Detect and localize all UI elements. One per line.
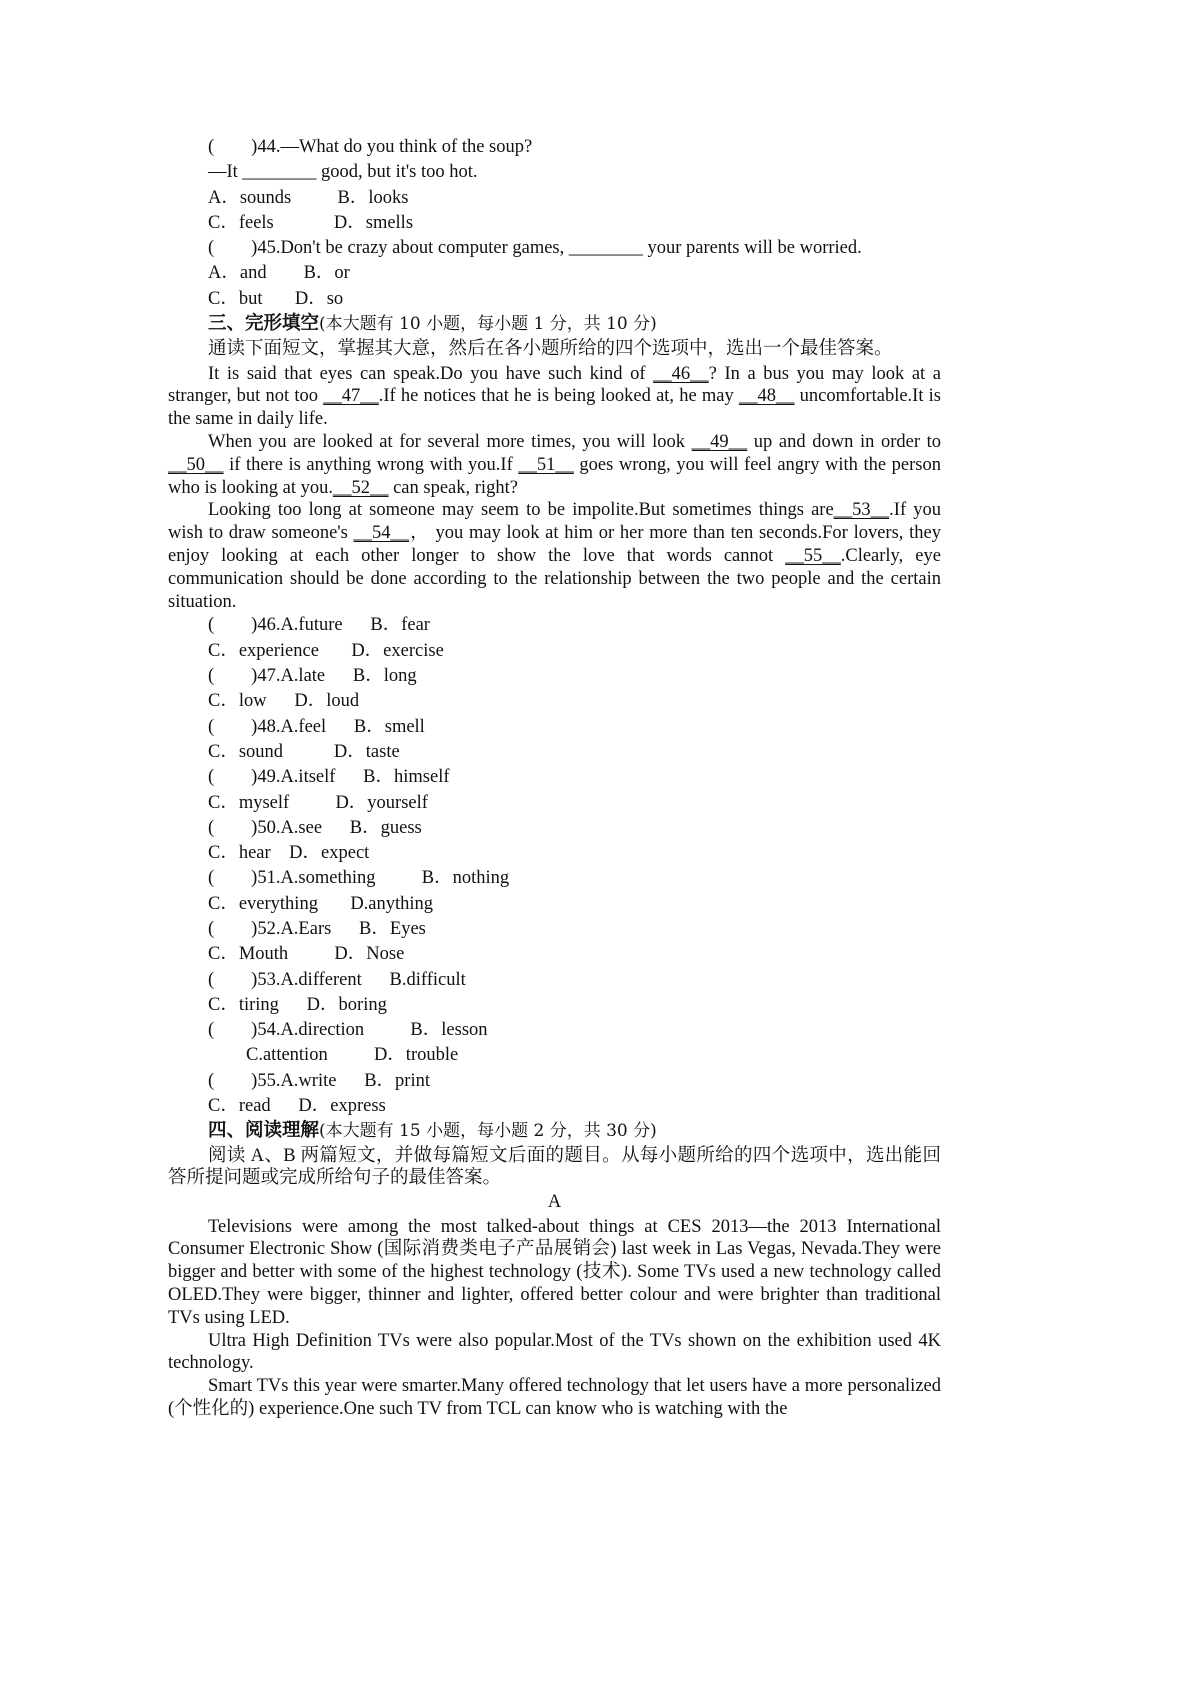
blank-51: __51__ <box>518 454 574 475</box>
question-45-options-cd: C．but D．so <box>208 288 344 309</box>
blank-50: __50__ <box>168 454 224 475</box>
question-45-stem: ( )45.Don't be crazy about computer games, ________ your parents will be worried. <box>208 238 862 259</box>
cloze-question-46-options-cd: C．experience D．exercise <box>208 640 444 661</box>
blank-48: __48__ <box>738 386 795 407</box>
blank-46: __46__ <box>653 363 709 384</box>
cloze-question-47-stem: ( )47.A.late B．long <box>208 666 417 687</box>
section-3-heading <box>168 312 941 337</box>
question-45-options-ab: A．and B．or <box>208 263 350 284</box>
cloze-question-55-stem: ( )55.A.write B．print <box>208 1070 430 1091</box>
cloze-question-51-stem: ( )51.A.something B．nothing <box>208 868 510 889</box>
section-3-note: (本大题有 10 小题，每小题 1 分，共 10 分) <box>319 314 657 335</box>
blank-47: __47__ <box>323 386 379 407</box>
cloze-question-50-stem: ( )50.A.see B．guess <box>208 817 422 838</box>
cloze-question-list <box>168 613 941 1119</box>
reading-paragraph-2: Ultra High Definition TVs were also popular.Most of the TVs shown on the exhibition used 4K technology. <box>168 1330 941 1374</box>
section-4-heading <box>168 1119 941 1144</box>
cloze-question-48-options-cd: C．sound D．taste <box>208 741 400 762</box>
cloze-question-54-options-cd: C.attention D．trouble <box>246 1045 459 1066</box>
section-3-title: 三、完形填空 <box>208 314 320 335</box>
reading-passage-label: A <box>547 1192 562 1213</box>
blank-49: __49__ <box>691 432 748 453</box>
cloze-question-53-options-cd: C．tiring D．boring <box>208 994 387 1015</box>
blank-53: __53__ <box>833 500 890 521</box>
question-44-line2: —It ________ good, but it's too hot. <box>208 162 478 183</box>
exam-page <box>168 135 941 1421</box>
reading-paragraph-3: Smart TVs this year were smarter.Many offered technology that let users have a more personalized (个性化的) experience.One such TV from TCL can know who is watching with the <box>168 1376 941 1419</box>
question-44-stem: ( )44.—What do you think of the soup? <box>208 137 533 157</box>
cloze-question-52-stem: ( )52.A.Ears B．Eyes <box>208 919 426 939</box>
blank-55: __55__ <box>785 546 841 567</box>
section-4-note: (本大题有 15 小题，每小题 2 分，共 30 分) <box>319 1121 657 1142</box>
cloze-question-50-options-cd: C．hear D．expect <box>208 843 370 864</box>
section-3-instruction: 通读下面短文，掌握其大意，然后在各小题所给的四个选项中，选出一个最佳答案。 <box>208 339 893 360</box>
question-44-options-cd: C．feels D．smells <box>208 212 414 233</box>
question-44-options-ab: A．sounds B．looks <box>208 187 409 208</box>
section-4-instruction: 阅读 A、B 两篇短文，并做每篇短文后面的题目。从每小题所给的四个选项中，选出能回答所提问题或完成所给句子的最佳答案。 <box>168 1145 941 1189</box>
reading-paragraph-1: Televisions were among the most talked-about things at CES 2013—the 2013 International Consumer Electronic Show (国际消费类电子产品展销会) last week in Las Vegas, Nevada.They were bigger and better with some of the highest technology (技术). Some TVs used a new technology called OLED.They were bigger, thinner and lighter, offered better colour and were brighter than traditional TVs using LED. <box>168 1216 941 1328</box>
blank-54: __54__ <box>353 523 410 544</box>
cloze-question-49-stem: ( )49.A.itself B．himself <box>208 767 450 788</box>
section-4-title: 四、阅读理解 <box>208 1121 320 1142</box>
cloze-paragraph-1: It is said that eyes can speak.Do you have such kind of __46__? In a bus you may look at a stranger, but not too __47__.If he notices that he is being looked at, he may __48__ uncomfortable.It is the same in daily life. <box>168 363 942 430</box>
cloze-question-47-options-cd: C．low D．loud <box>208 691 360 712</box>
cloze-question-55-options-cd: C．read D．express <box>208 1096 386 1117</box>
cloze-paragraph-3: Looking too long at someone may seem to be impolite.But sometimes things are__53__.If you wish to draw someone's __54__， you may look at him or her more than ten seconds.For lovers, they enjoy looking at each other longer to show the love that words cannot __55__.Clearly, eye communication should be done according to the relationship between the two people and the certain situation. <box>168 500 941 612</box>
cloze-question-53-stem: ( )53.A.different B.difficult <box>208 969 466 990</box>
cloze-question-46-stem: ( )46.A.future B．fear <box>208 615 430 636</box>
cloze-question-49-options-cd: C．myself D．yourself <box>208 792 428 813</box>
cloze-question-48-stem: ( )48.A.feel B．smell <box>208 716 425 737</box>
blank-52: __52__ <box>332 477 389 498</box>
cloze-question-52-options-cd: C．Mouth D．Nose <box>208 944 405 965</box>
cloze-question-51-options-cd: C．everything D.anything <box>208 893 434 914</box>
cloze-paragraph-2: When you are looked at for several more times, you will look __49__ up and down in order to __50__ if there is anything wrong with you.If __51__ goes wrong, you will feel angry with the person who is looking at you.__52__ can speak, right? <box>168 432 941 498</box>
cloze-question-54-stem: ( )54.A.direction B．lesson <box>208 1020 488 1041</box>
